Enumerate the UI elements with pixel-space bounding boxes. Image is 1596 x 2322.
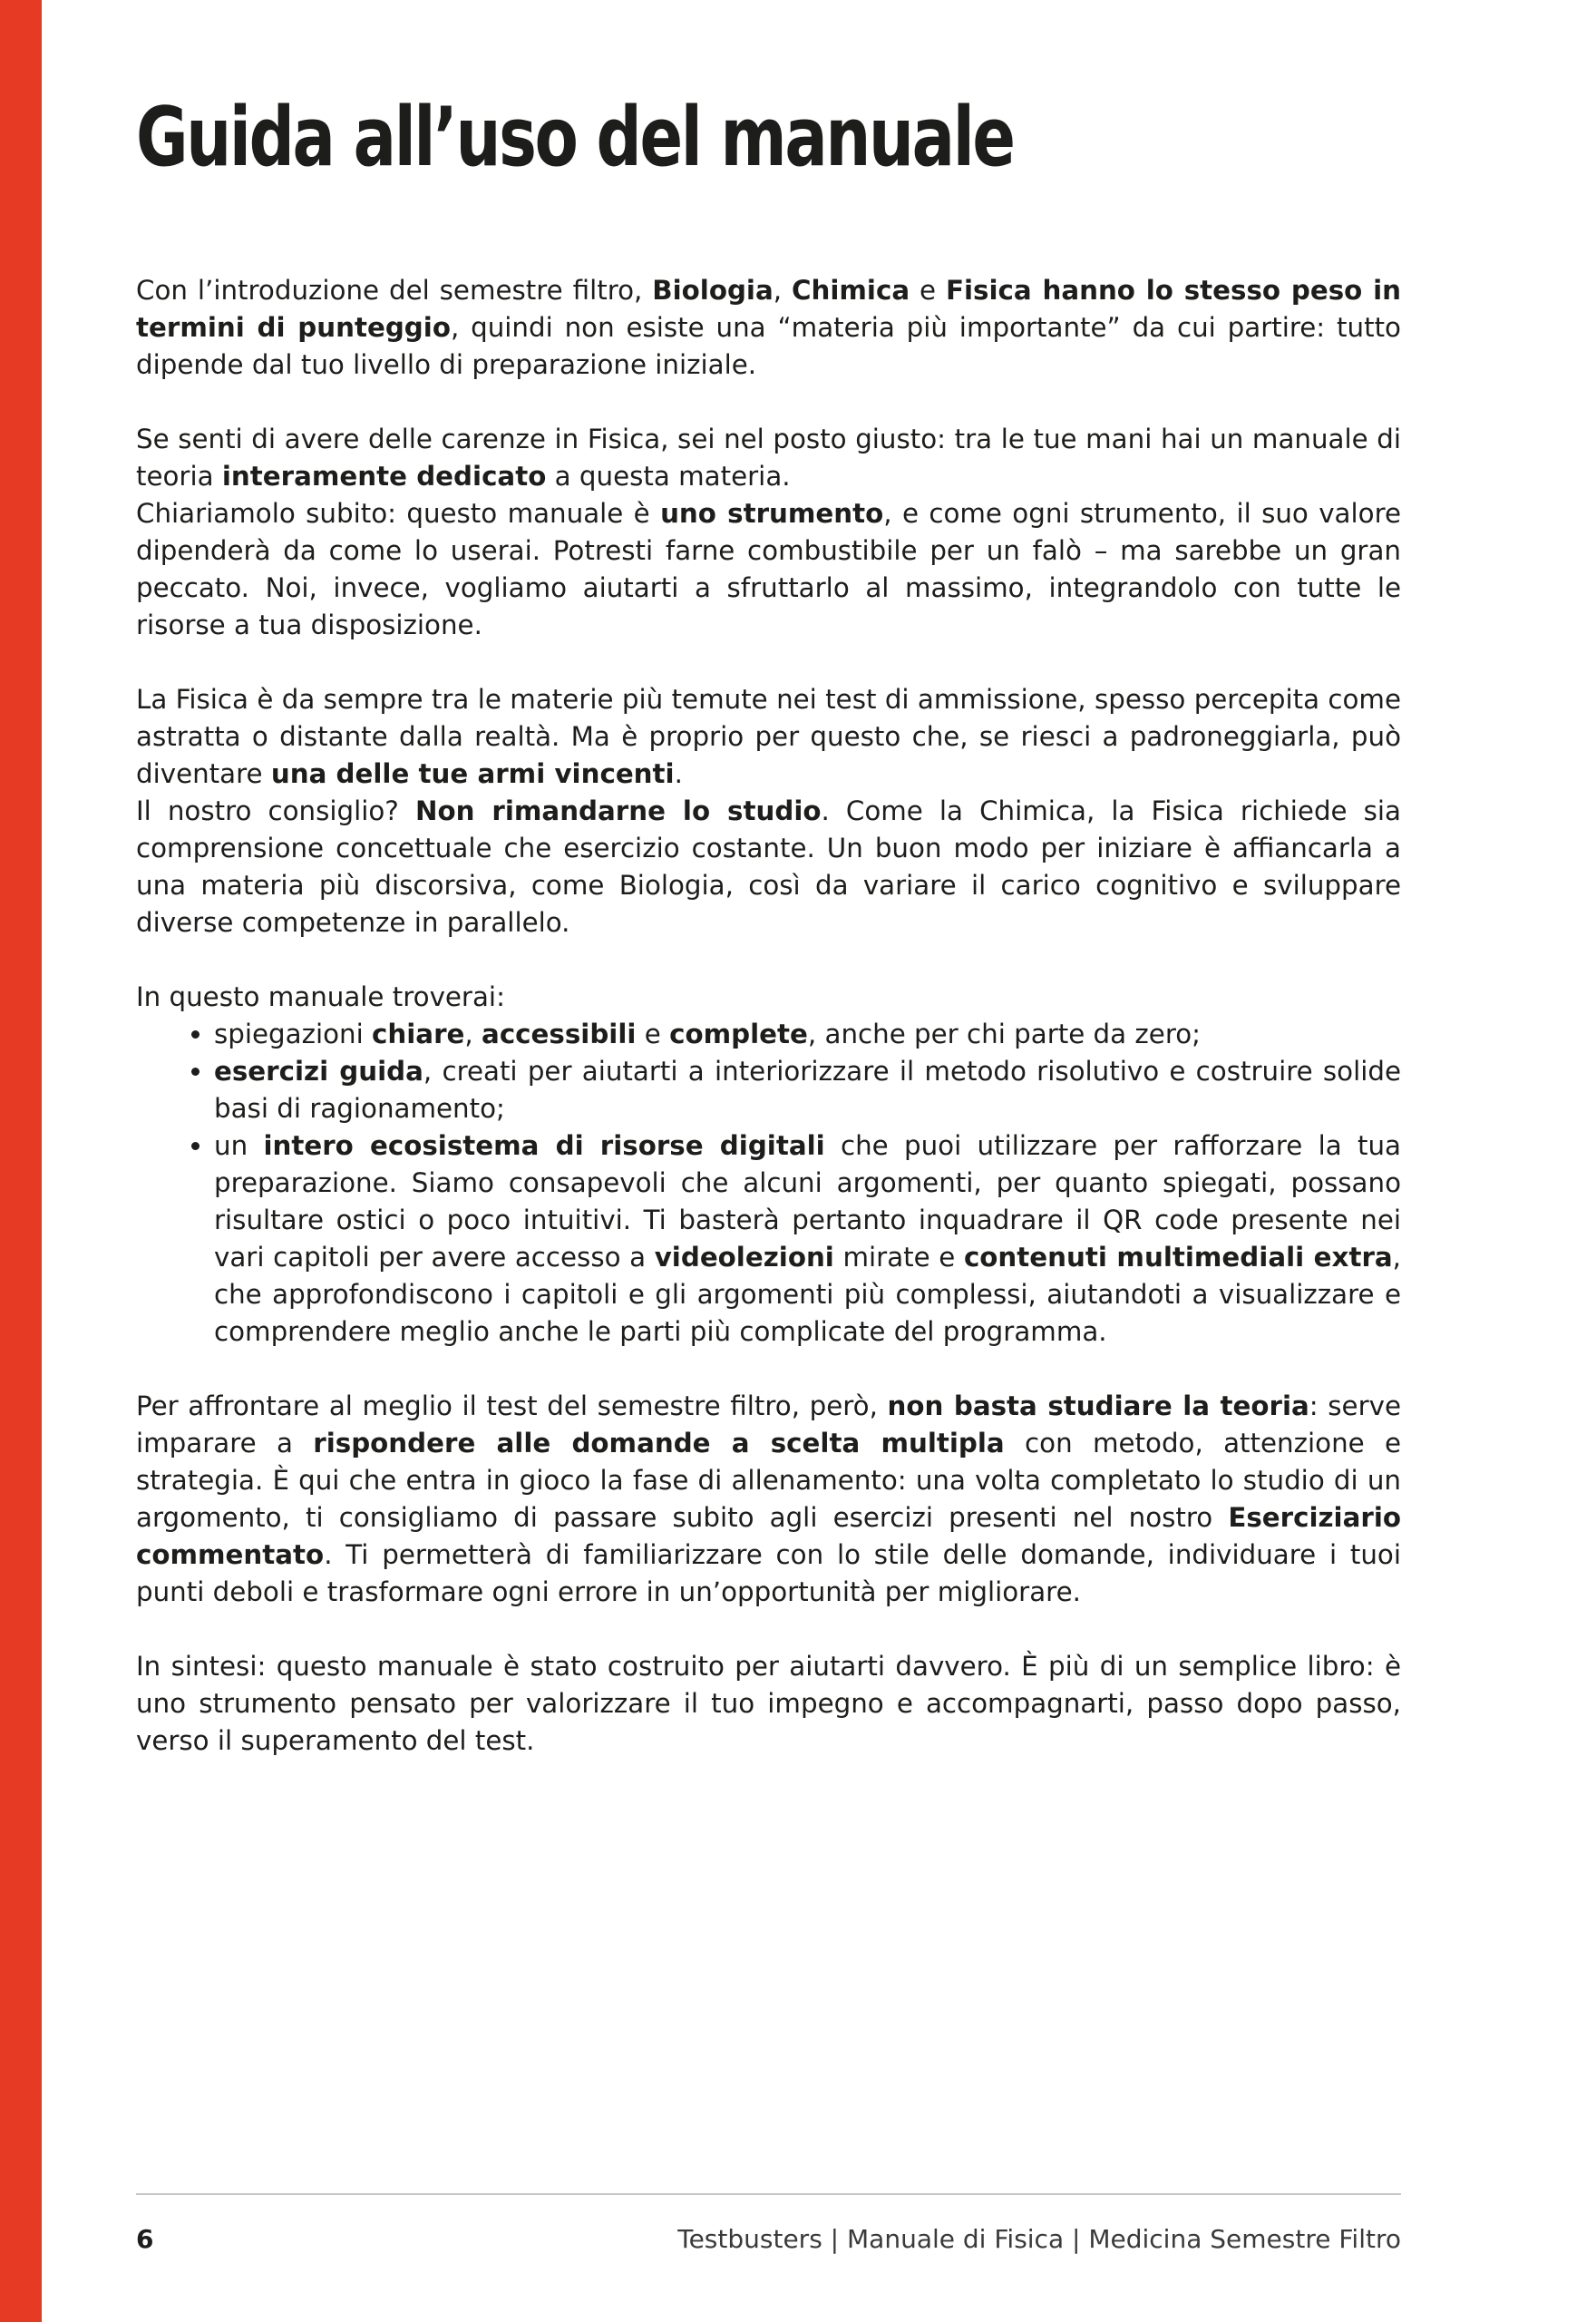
bold-span: Chimica xyxy=(791,275,910,306)
text-span: , creati per aiutarti a interiorizzare il metodo risolutivo e costruire solide basi di ragionamento; xyxy=(214,1056,1401,1124)
bold-span: una delle tue armi vincenti xyxy=(270,758,675,789)
text-span: . Come la Chimica, la Fisica richiede sia comprensione concettuale che esercizio costante. Un buon modo per iniziare è affiancarla a una materia più discorsiva, come Biologia, così da variare il carico cognitivo e sviluppare diverse competenze in parallelo. xyxy=(136,795,1402,938)
text-span: un xyxy=(214,1130,264,1161)
running-footer: Testbusters | Manuale di Fisica | Medicina Semestre Filtro xyxy=(677,2224,1401,2254)
text-span: . Ti permetterà di familiarizzare con lo stile delle domande, individuare i tuoi punti deboli e trasformare ogni errore in un’opportunità per migliorare. xyxy=(136,1539,1401,1607)
text-span: Il nostro consiglio? xyxy=(136,795,415,826)
bold-span: Biologia xyxy=(652,275,774,306)
text-span: , xyxy=(464,1019,482,1049)
bold-span: contenuti multimediali extra xyxy=(963,1242,1393,1273)
text-span: e xyxy=(636,1019,670,1049)
text-span: , che approfondiscono i capitoli e gli argomenti più complessi, aiutandoti a visualizzare e comprendere meglio anche le parti più complicate del programma. xyxy=(214,1242,1401,1347)
body-text xyxy=(136,272,1401,1797)
text-span: . xyxy=(674,758,683,789)
text-span: e xyxy=(910,275,946,306)
text-span: : serve imparare a xyxy=(136,1390,1401,1459)
text-span: a questa materia. xyxy=(546,461,791,492)
paragraph-line xyxy=(136,495,1401,644)
text-span: Con l’introduzione del semestre filtro, xyxy=(136,275,653,306)
list-intro: In questo manuale troverai: xyxy=(136,981,505,1012)
bold-span: Non rimandarne lo studio xyxy=(414,795,822,826)
text-span: con metodo, attenzione e strategia. È qui che entra in gioco la fase di allenamento: una volta completato lo studio di un argomento, ti consigliamo di passare subito agli esercizi presenti nel nostro xyxy=(136,1428,1402,1533)
features-list xyxy=(136,1016,1401,1351)
bold-span: accessibili xyxy=(482,1019,637,1049)
bold-span: non basta studiare la teoria xyxy=(887,1390,1309,1421)
side-accent-band xyxy=(0,0,42,2322)
paragraph-physics-advice xyxy=(136,681,1401,941)
text-span: , e come ogni strumento, il suo valore dipenderà da come lo userai. Potresti farne combustibile per un falò – ma sarebbe un gran peccato. Noi, invece, vogliamo aiutarti a sfruttarlo al massimo, integrandolo con tutte le risorse a tua disposizione. xyxy=(136,498,1401,640)
page-title: Guida all’uso del manuale xyxy=(136,90,1014,185)
paragraph-intro xyxy=(136,272,1401,384)
text-span: spiegazioni xyxy=(214,1019,373,1049)
bold-span: intero ecosistema di risorse digitali xyxy=(263,1130,825,1161)
text-span: Se senti di avere delle carenze in Fisica, sei nel posto giusto: tra le tue mani hai un manuale di teoria xyxy=(136,424,1401,492)
footer-divider xyxy=(136,2193,1401,2195)
text-span: Per affrontare al meglio il test del semestre filtro, però, xyxy=(136,1390,888,1421)
list-item xyxy=(214,1053,1401,1127)
text-span: Chiariamolo subito: questo manuale è xyxy=(136,498,661,529)
text-span: La Fisica è da sempre tra le materie più temute nei test di ammissione, spesso percepita come astratta o distante dalla realtà. Ma è proprio per questo che, se riesci a padroneggiarla, può diventare xyxy=(136,684,1401,789)
paragraph-physics-gaps xyxy=(136,421,1401,644)
text-span: , xyxy=(773,275,792,306)
bold-span: uno strumento xyxy=(660,498,884,529)
bold-span: videolezioni xyxy=(654,1242,834,1273)
text-span: , quindi non esiste una “materia più importante” da cui partire: tutto dipende dal tuo livello di preparazione iniziale. xyxy=(136,312,1401,380)
bold-span: interamente dedicato xyxy=(221,461,547,492)
bold-span: rispondere alle domande a scelta multipla xyxy=(313,1428,1005,1459)
bold-span: chiare xyxy=(372,1019,465,1049)
list-item xyxy=(214,1016,1401,1053)
bold-span: complete xyxy=(669,1019,808,1049)
bold-span: Eserciziario commentato xyxy=(136,1502,1401,1570)
bold-span: esercizi guida xyxy=(214,1056,423,1087)
paragraph-summary: In sintesi: questo manuale è stato costruito per aiutarti davvero. È più di un semplice libro: è uno strumento pensato per valorizzare il tuo impegno e accompagnarti, passo dopo passo, verso il superamento del test. xyxy=(136,1651,1401,1756)
paragraph-line xyxy=(136,421,1401,495)
paragraph-training xyxy=(136,1388,1401,1611)
bold-span: Fisica hanno lo stesso peso in termini di punteggio xyxy=(136,275,1401,343)
page-number: 6 xyxy=(136,2224,154,2254)
paragraph-line xyxy=(136,681,1401,793)
text-span: mirate e xyxy=(833,1242,964,1273)
text-span: , anche per chi parte da zero; xyxy=(807,1019,1202,1049)
text-span: che puoi utilizzare per rafforzare la tua preparazione. Siamo consapevoli che alcuni argomenti, per quanto spiegati, possano risultare ostici o poco intuitivi. Ti basterà pertanto inquadrare il QR code presente nei vari capitoli per avere accesso a xyxy=(214,1130,1402,1273)
list-item xyxy=(214,1127,1401,1351)
paragraph-line xyxy=(136,793,1401,941)
